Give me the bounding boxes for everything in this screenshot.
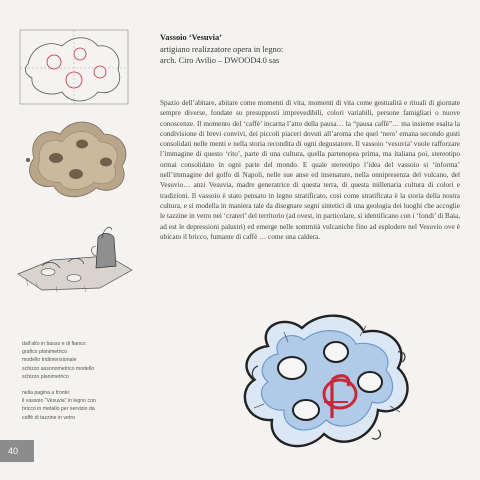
left-column [0, 0, 142, 480]
caption-line: nella pagina a fronte: [22, 390, 71, 397]
page-number: 40 [0, 440, 34, 462]
caption-line: grafico planimetrico [22, 349, 67, 356]
caption-line: bricco in metallo per servizio da [22, 406, 95, 413]
body-paragraph: Spazio dell’abitare, abitare come momenti di vita, momenti di vita come gestualità e rituali di giornate sempre diverse, fondate su presupposti imprevedibili, colori variabili, persone famigliari o nuove conoscenze. Il momento del ‘caffè’ incarna l’atto della pausa… la “pausa caffè”… ma insieme esalta la condivisione di brevi convivi, dei piccoli piaceri dovuti all’aroma che quel ‘nero’ emana secondo gusti consolidati nelle menti e nella storia recondita di ogni degustatore. Il vassoio ‘vesuvia’ vuole rafforzare l’immagine di questo ‘rito’, parte di una cultura, quella partenopea prima, ma italiana poi, stereotipo ormai consolidato in ogni parte del mondo. E quale stereotipo l’idea del vassoio si ‘informa’ nell’immagine del golfo di Napoli, nelle sue anse ed insenature, nella onnipresenza del vulcano, del Vesuvio… anzi Vesuvia, madre generatrice di questa terra, di questa millenaria cultura di colori e tradizioni. Il vassoio è stato pensato in legno stratificato, così come stratificata è la storia della nostra cultura, e si modella in maniera tale da disegnare segni sintetici di una geologia dei luoghi che accoglie le tazzine in vetro nei ‘crateri’ del territorio (ad ovest, in particolare, si identificano con i ‘fondi’ di Baia, ad est le depressioni palustri) ed emerge nelle sommità vulcaniche fino ad esplodere nel Vesuvio ove è ubicato il bricco, fumante di caffè … come una caldera. [160, 99, 460, 241]
caption-line: il vassoio “Vesuvia” in legno con [22, 398, 96, 405]
axonometric-sketch [12, 216, 138, 302]
3d-model-render [14, 104, 136, 204]
article-subtitle: artigiano realizzatore opera in legno: [160, 44, 284, 54]
caption-line: caffè di tazzine in vetro [22, 414, 75, 421]
caption-line: modello tridimensionale [22, 357, 77, 364]
figure-captions [22, 340, 142, 422]
article-author: arch. Ciro Avilio – DWOOD4.0 sas [160, 56, 280, 65]
caption-line: dall’alto in basso e di fianco: [22, 341, 87, 347]
article-title: Vassoio ‘Vesuvia’ [160, 33, 222, 42]
caption-line: schizzo assonometrico modello [22, 365, 95, 372]
article-header [160, 32, 460, 67]
caption-line: schizzo planimetrico [22, 373, 69, 380]
planimetric-sketch [228, 306, 428, 466]
planimetric-drawing [18, 24, 130, 114]
